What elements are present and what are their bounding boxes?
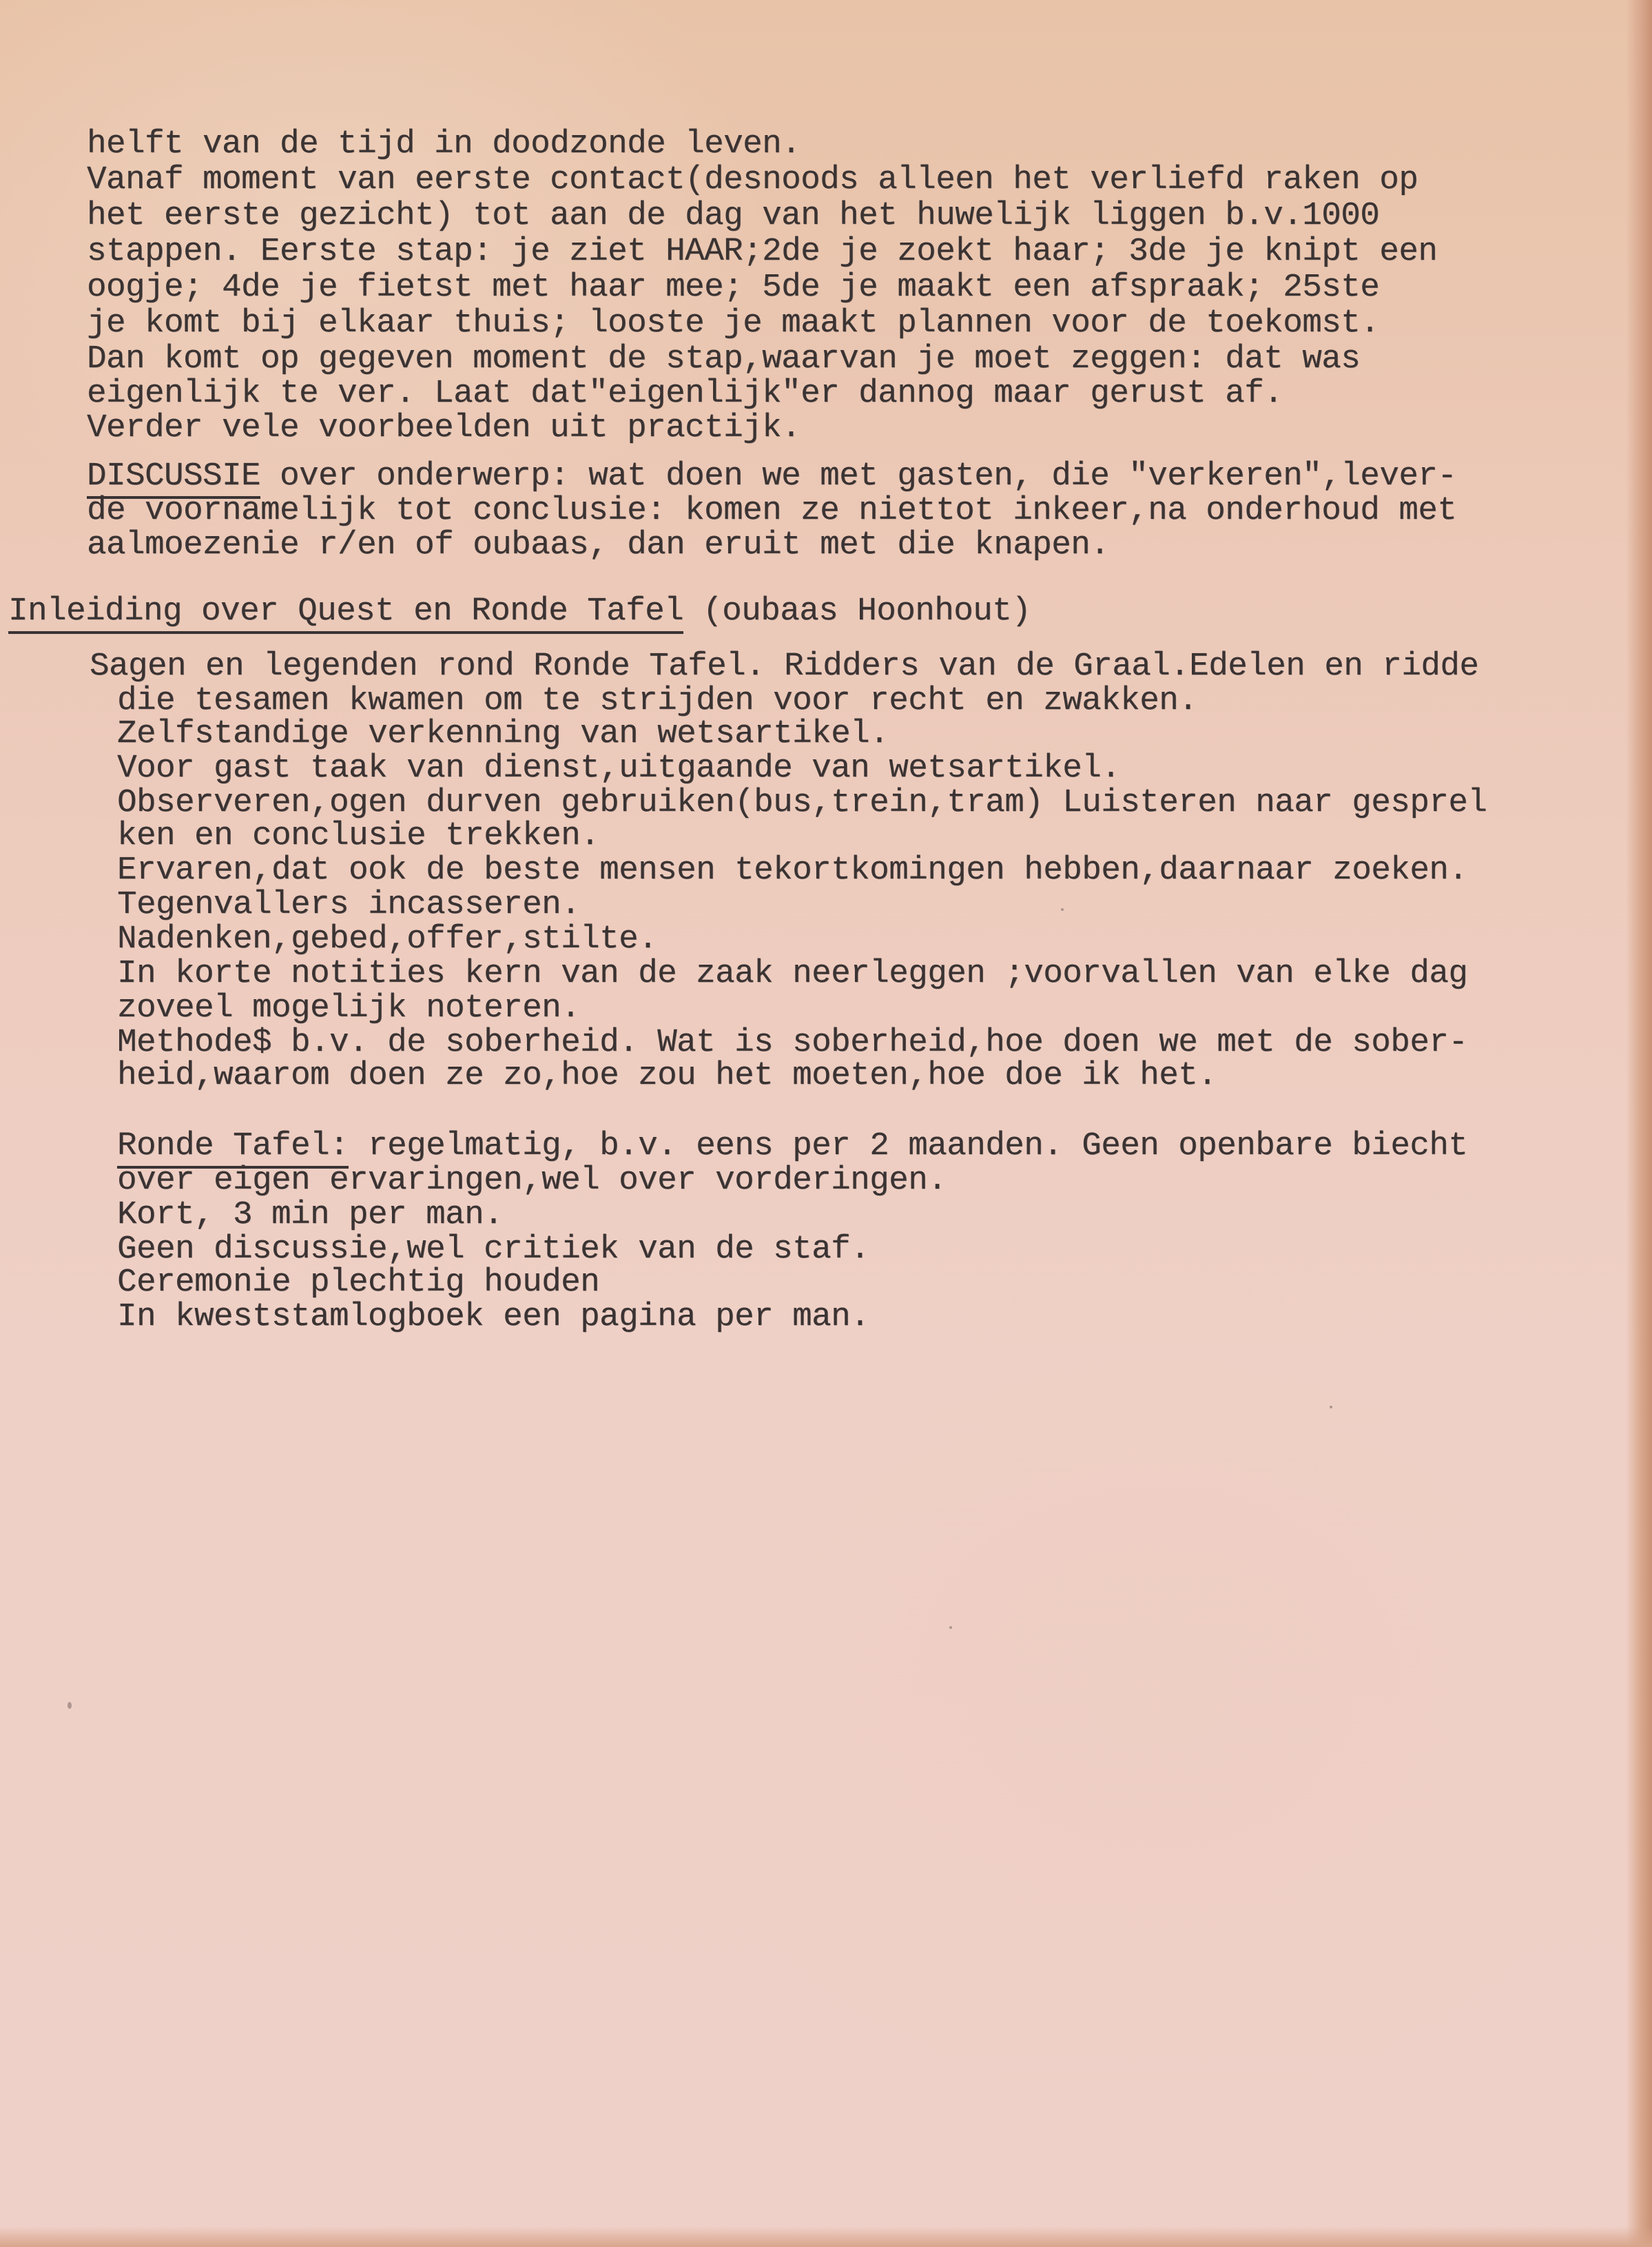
text-line: Voor gast taak van dienst,uitgaande van wetsartikel. xyxy=(98,750,1121,787)
discussion-text: over onderwerp: wat doen we met gasten, die "verkeren",lever- xyxy=(260,458,1457,495)
ronde-tafel-text: regelmatig, b.v. eens per 2 maanden. Geen openbare biecht xyxy=(349,1127,1468,1164)
text-line: aalmoezenie r/en of oubaas, dan eruit met die knapen. xyxy=(87,526,1110,564)
text-line: Vanaf moment van eerste contact(desnoods alleen het verliefd raken op xyxy=(87,161,1418,198)
text-line: Dan komt op gegeven moment de stap,waarvan je moet zeggen: dat was xyxy=(87,340,1361,378)
text-line: de voornamelijk tot conclusie: komen ze niettot inkeer,na onderhoud met xyxy=(87,492,1457,529)
paper-edge-right xyxy=(1626,0,1652,2247)
ronde-tafel-label: Ronde Tafel: xyxy=(117,1127,349,1169)
text-line: je komt bij elkaar thuis; looste je maakt plannen voor de toekomst. xyxy=(87,305,1380,342)
text-line: zoveel mogelijk noteren. xyxy=(98,989,581,1027)
ronde-tafel-line xyxy=(117,1127,1468,1164)
text-line: het eerste gezicht) tot aan de dag van het huwelijk liggen b.v.1000 xyxy=(87,197,1380,234)
paper-speck xyxy=(1330,1406,1332,1408)
text-line: Tegenvallers incasseren. xyxy=(98,886,581,923)
discussion-label: DISCUSSIE xyxy=(87,458,260,499)
text-line: Ceremonie plechtig houden xyxy=(117,1264,600,1301)
paper-speck xyxy=(68,1702,72,1709)
text-line: Methode$ b.v. de soberheid. Wat is soberheid,hoe doen we met de sober- xyxy=(98,1024,1468,1061)
text-line: stappen. Eerste stap: je ziet HAAR;2de je zoekt haar; 3de je knipt een xyxy=(87,233,1438,270)
paper-edge-bottom xyxy=(0,2226,1652,2247)
paper-speck xyxy=(949,1626,952,1629)
text-line: In korte notities kern van de zaak neerleggen ;voorvallen van elke dag xyxy=(98,955,1468,992)
text-line: Geen discussie,wel critiek van de staf. xyxy=(117,1231,870,1268)
text-line: heid,waarom doen ze zo,hoe zou het moeten,hoe doe ik het. xyxy=(98,1057,1217,1094)
text-line: Kort, 3 min per man. xyxy=(117,1196,504,1233)
text-line: helft van de tijd in doodzonde leven. xyxy=(87,125,801,163)
discussion-line xyxy=(87,460,1456,493)
text-line: Zelfstandige verkenning van wetsartikel. xyxy=(98,715,889,752)
section-heading xyxy=(8,595,1031,628)
heading-title: Inleiding over Quest en Ronde Tafel xyxy=(8,593,683,634)
text-line: oogje; 4de je fietst met haar mee; 5de je maakt een afspraak; 25ste xyxy=(87,269,1380,306)
text-line: ken en conclusie trekken. xyxy=(98,817,600,854)
text-line: Observeren,ogen durven gebruiken(bus,trein,tram) Luisteren naar gesprel xyxy=(98,784,1487,821)
text-line: Verder vele voorbeelden uit practijk. xyxy=(87,409,801,447)
text-line: In kweststamlogboek een pagina per man. xyxy=(117,1298,870,1335)
text-line: over eigen ervaringen,wel over vorderingen. xyxy=(117,1162,947,1199)
text-line: Ervaren,dat ook de beste mensen tekortkomingen hebben,daarnaar zoeken. xyxy=(98,852,1468,889)
text-line: eigenlijk te ver. Laat dat"eigenlijk"er dannog maar gerust af. xyxy=(87,375,1283,412)
text-line: Sagen en legenden rond Ronde Tafel. Ridders van de Graal.Edelen en ridde xyxy=(90,648,1479,685)
paper-speck xyxy=(1061,908,1064,911)
text-line: Nadenken,gebed,offer,stilte. xyxy=(98,921,658,958)
heading-suffix: (oubaas Hoonhout) xyxy=(683,593,1031,630)
text-line: die tesamen kwamen om te strijden voor recht en zwakken. xyxy=(98,682,1198,719)
